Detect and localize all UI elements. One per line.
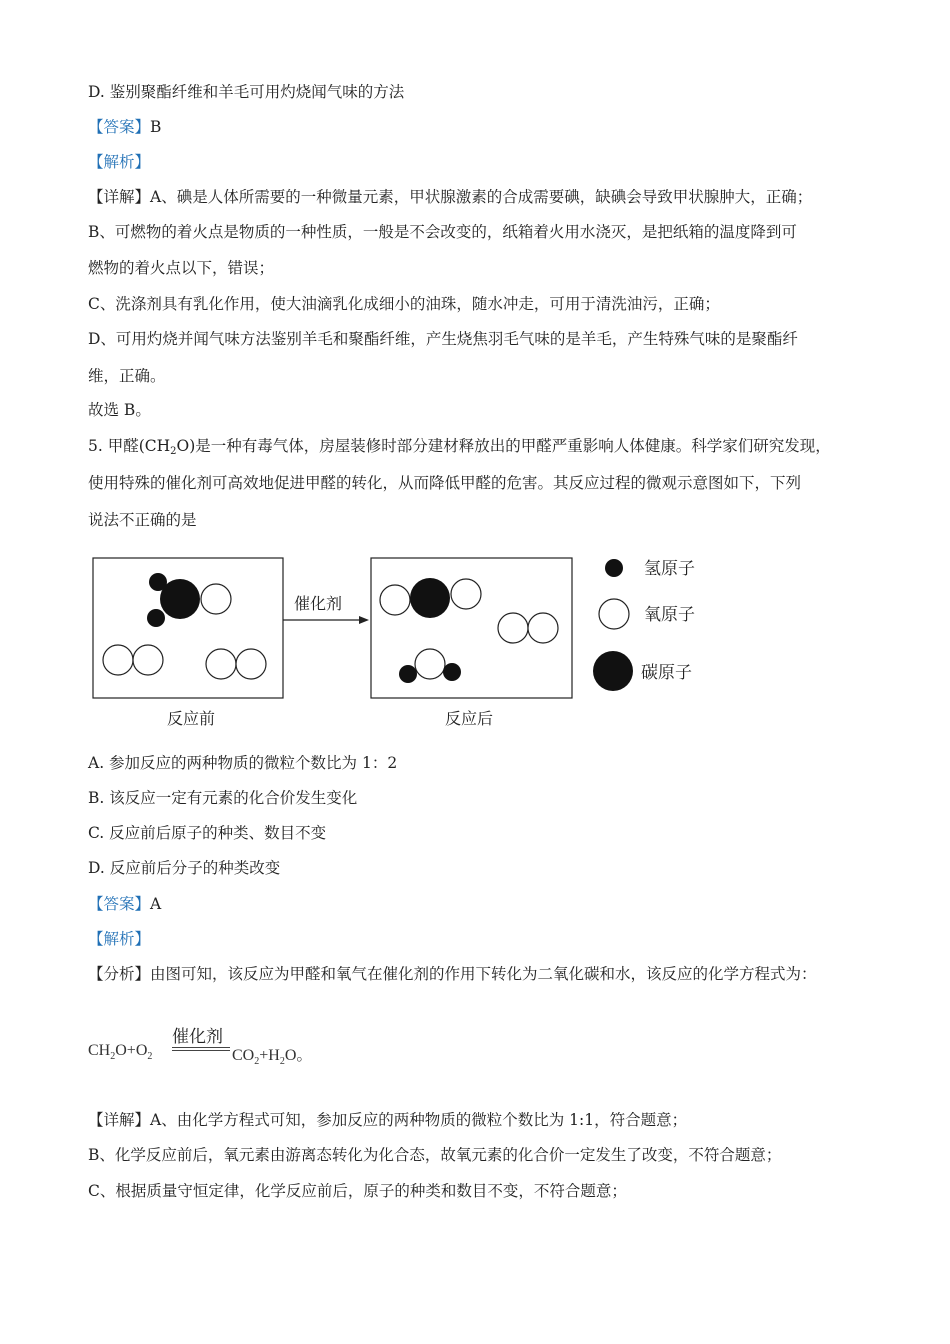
eq-lhs1-rest: O+O [115, 1042, 148, 1059]
eq-rhs2-rest: O [284, 1047, 297, 1064]
eq-end: 。 [296, 1047, 313, 1064]
hydrogen-atom [147, 609, 165, 627]
q5-option-d: D. 反应前后分子的种类改变 [88, 859, 281, 877]
q5-option-c: C. 反应前后原子的种类、数目不变 [88, 824, 327, 842]
after-label: 反应后 [444, 709, 494, 728]
answer-value: A [150, 895, 162, 913]
q4-detail-d2: 维，正确。 [88, 367, 166, 385]
eq-rhs1-sub: 2 [254, 1056, 260, 1067]
oxygen-atom [201, 584, 231, 614]
q5-option-b: B. 该反应一定有元素的化合价发生变化 [88, 789, 358, 807]
q5-detail-a [88, 1110, 687, 1130]
chemical-equation [88, 1020, 348, 1070]
stem-pre: 5. 甲醛(CH [88, 437, 171, 455]
q4-option-d: D. 鉴别聚酯纤维和羊毛可用灼烧闻气味的方法 [88, 83, 405, 101]
hydrogen-atom [443, 663, 461, 681]
analysis-label: 【分析】 [88, 965, 151, 983]
equation-condition: 催化剂 [172, 1027, 223, 1047]
q4-detail-c: C、洗涤剂具有乳化作用，使大油滴乳化成细小的油珠，随水冲走，可用于清洗油污，正确； [88, 295, 720, 313]
oxygen-atom [103, 645, 133, 675]
stem-post: O)是一种有毒气体，房屋装修时部分建材释放出的甲醛严重影响人体健康。科学家们研究发现， [176, 437, 831, 455]
answer-tag: 【答案】 [88, 895, 151, 913]
legend-hydrogen-label: 氢原子 [644, 559, 695, 579]
eq-rhs2-sub: 2 [279, 1056, 285, 1067]
eq-lhs1-sub: 2 [110, 1051, 116, 1062]
q4-detail-b2: 燃物的着火点以下，错误； [88, 259, 275, 277]
carbon-atom [160, 579, 200, 619]
detail-a-text: A、碘是人体所需要的一种微量元素，甲状腺激素的合成需要碘，缺碘会导致甲状腺肿大，正确； [150, 188, 813, 206]
oxygen-atom [236, 649, 266, 679]
eq-lhs1: CH [88, 1042, 111, 1059]
oxygen-atom [415, 649, 445, 679]
oxygen-atom [528, 613, 558, 643]
stem-sub: 2 [170, 446, 177, 457]
legend-hydrogen-icon [605, 559, 623, 577]
legend-oxygen-icon [599, 599, 629, 629]
legend-carbon-icon [593, 651, 633, 691]
q4-detail-a [88, 187, 812, 207]
catalyst-label: 催化剂 [293, 594, 343, 613]
q5-stem-line2: 使用特殊的催化剂可高效地促进甲醛的转化，从而降低甲醛的危害。其反应过程的微观示意图如下，下列 [88, 474, 802, 492]
q4-analysis-tag: 【解析】 [88, 153, 151, 171]
detail-a-text: A、由化学方程式可知，参加反应的两种物质的微粒个数比为 1:1，符合题意； [150, 1111, 688, 1129]
equation-bar [172, 1047, 230, 1048]
oxygen-atom [206, 649, 236, 679]
q5-stem-line3: 说法不正确的是 [88, 511, 197, 529]
eq-rhs1: CO [232, 1047, 255, 1064]
carbon-atom [410, 578, 450, 618]
q5-analysis [88, 964, 817, 984]
q5-stem-line1 [88, 436, 831, 462]
eq-lhs2-sub: 2 [147, 1051, 153, 1062]
q4-detail-b1: B、可燃物的着火点是物质的一种性质，一般是不会改变的，纸箱着火用水浇灭，是把纸箱的温度降到可 [88, 223, 797, 241]
legend-oxygen-label: 氧原子 [644, 605, 695, 625]
legend-carbon-label: 碳原子 [641, 663, 692, 683]
equation-lhs [88, 1042, 152, 1062]
hydrogen-atom [399, 665, 417, 683]
q5-detail-c: C、根据质量守恒定律，化学反应前后，原子的种类和数目不变，不符合题意； [88, 1182, 627, 1200]
equation-rhs [232, 1042, 312, 1067]
q5-detail-b: B、化学反应前后，氧元素由游离态转化为化合态，故氧元素的化合价一定发生了改变，不符合题意； [88, 1146, 782, 1164]
oxygen-atom [133, 645, 163, 675]
q5-analysis-tag: 【解析】 [88, 930, 151, 948]
eq-rhs-plus: +H [259, 1047, 280, 1064]
equation-bar [172, 1050, 230, 1051]
detail-tag: 【详解】 [88, 188, 151, 206]
oxygen-atom [498, 613, 528, 643]
oxygen-atom [451, 579, 481, 609]
oxygen-atom [380, 585, 410, 615]
answer-value: B [150, 118, 162, 136]
arrow-head-icon [359, 616, 369, 624]
q5-option-a: A. 参加反应的两种物质的微粒个数比为 1：2 [88, 754, 398, 772]
q5-answer-line [88, 894, 161, 914]
before-label: 反应前 [166, 709, 216, 728]
reaction-diagram [88, 548, 708, 733]
answer-tag: 【答案】 [88, 118, 151, 136]
q4-answer-line [88, 117, 161, 137]
analysis-text: 由图可知，该反应为甲醛和氧气在催化剂的作用下转化为二氧化碳和水，该反应的化学方程式为： [150, 965, 817, 983]
q4-conclusion: 故选 B。 [88, 401, 151, 419]
q4-detail-d1: D、可用灼烧并闻气味方法鉴别羊毛和聚酯纤维，产生烧焦羽毛气味的是羊毛，产生特殊气味的是聚酯纤 [88, 330, 798, 348]
detail-tag: 【详解】 [88, 1111, 151, 1129]
